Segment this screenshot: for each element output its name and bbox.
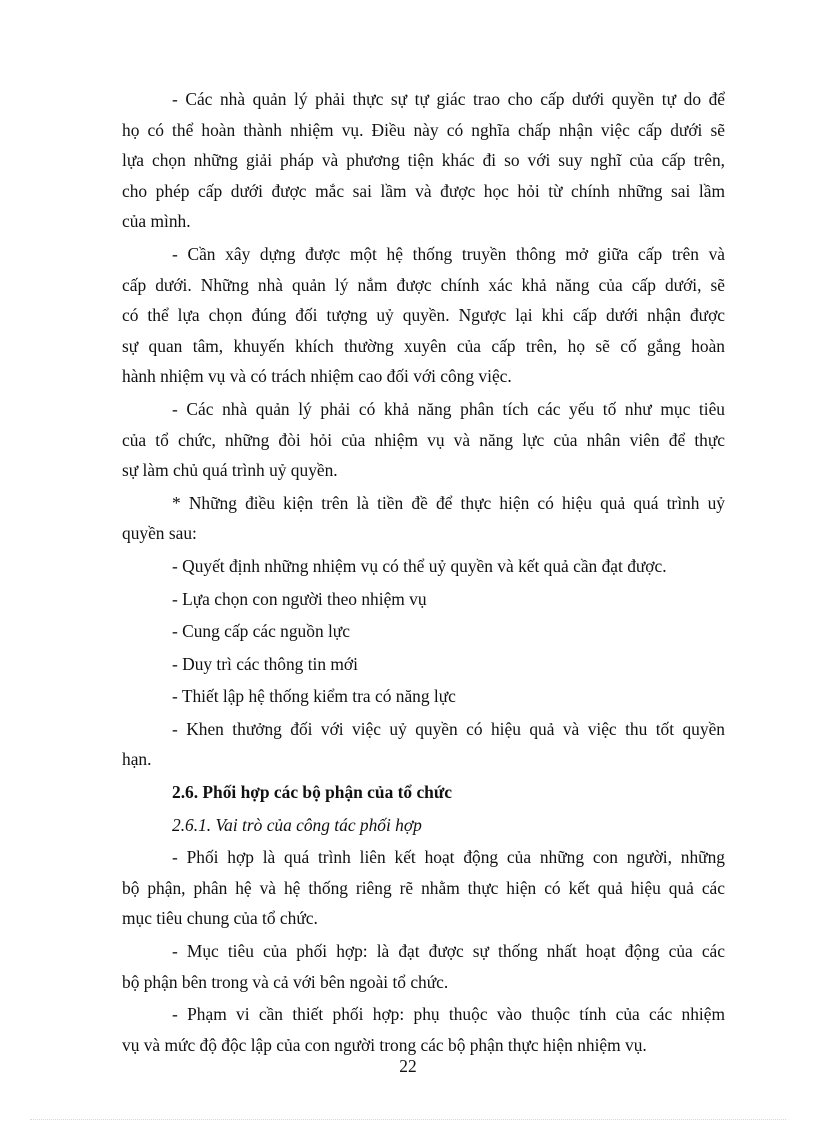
- text-line: hành nhiệm vụ và có trách nhiệm cao đối với công việc.: [122, 366, 512, 387]
- document-page: [122, 84, 725, 1060]
- text-line: - Các nhà quản lý phải có khả năng phân tích các yếu tố như mục tiêu: [172, 398, 725, 419]
- text-line: của tổ chức, những đòi hỏi của nhiệm vụ và năng lực của nhân viên để thực: [122, 429, 725, 450]
- text-line: hạn.: [122, 749, 152, 770]
- text-line: - Mục tiêu của phối hợp: là đạt được sự thống nhất hoạt động của các: [172, 941, 725, 962]
- paragraph-communication-system: [122, 239, 725, 392]
- delegation-steps-list: [122, 551, 725, 712]
- text-line: bộ phận bên trong và cả với bên ngoài tổ chức.: [122, 971, 449, 992]
- list-item: - Quyết định những nhiệm vụ có thể uỷ quyền và kết quả cần đạt được.: [172, 555, 667, 576]
- paragraph-coordination-goal: [122, 936, 725, 997]
- paragraph-analysis-ability: [122, 394, 725, 486]
- text-line: - Phối hợp là quá trình liên kết hoạt động của những con người, những: [172, 847, 725, 868]
- text-line: - Phạm vi cần thiết phối hợp: phụ thuộc vào thuộc tính của các nhiệm: [172, 1004, 725, 1025]
- paragraph-reward: [122, 714, 725, 775]
- list-item: - Duy trì các thông tin mới: [172, 653, 358, 674]
- text-line: sự làm chủ quá trình uỷ quyền.: [122, 460, 338, 481]
- text-line: có thể lựa chọn đúng đối tượng uỷ quyền. Ngược lại khi cấp dưới nhận được: [122, 305, 725, 326]
- text-line: họ có thể hoàn thành nhiệm vụ. Điều này có nghĩa chấp nhận việc cấp dưới sẽ: [122, 119, 725, 140]
- text-line: mục tiêu chung của tổ chức.: [122, 908, 318, 929]
- text-line: vụ và mức độ độc lập của con người trong các bộ phận thực hiện nhiệm vụ.: [122, 1034, 647, 1055]
- list-item: - Lựa chọn con người theo nhiệm vụ: [172, 588, 427, 609]
- text-line: lựa chọn những giải pháp và phương tiện khác đi so với suy nghĩ của cấp trên,: [122, 150, 725, 171]
- text-line: - Cần xây dựng được một hệ thống truyền thông mở giữa cấp trên và: [172, 243, 725, 264]
- section-heading: 2.6. Phối hợp các bộ phận của tổ chức: [172, 782, 452, 803]
- text-line: cho phép cấp dưới được mắc sai lầm và được học hỏi từ chính những sai lầm: [122, 180, 725, 201]
- text-line: của mình.: [122, 211, 191, 232]
- subsection-heading: 2.6.1. Vai trò của công tác phối hợp: [172, 814, 422, 835]
- list-item: - Thiết lập hệ thống kiểm tra có năng lực: [172, 686, 456, 707]
- page-number: 22: [399, 1056, 417, 1076]
- text-line: * Những điều kiện trên là tiền đề để thực hiện có hiệu quả quá trình uỷ: [172, 492, 725, 513]
- list-item: - Cung cấp các nguồn lực: [172, 621, 350, 642]
- text-line: bộ phận, phân hệ và hệ thống riêng rẽ nhằm thực hiện có kết quả hiệu quả các: [122, 877, 725, 898]
- text-line: - Các nhà quản lý phải thực sự tự giác trao cho cấp dưới quyền tự do để: [172, 89, 725, 109]
- text-line: quyền sau:: [122, 523, 197, 544]
- paragraph-coordination-definition: [122, 842, 725, 934]
- paragraph-delegation-freedom: [122, 84, 725, 237]
- paragraph-preconditions: [122, 488, 725, 549]
- text-line: - Khen thưởng đối với việc uỷ quyền có hiệu quả và việc thu tốt quyền: [172, 718, 725, 739]
- paragraph-coordination-scope: [122, 999, 725, 1060]
- page-bottom-divider: [30, 1119, 786, 1120]
- text-line: sự quan tâm, khuyến khích thường xuyên của cấp trên, họ sẽ cố gắng hoàn: [122, 335, 725, 356]
- text-line: cấp dưới. Những nhà quản lý nắm được chính xác khả năng của cấp dưới, sẽ: [122, 274, 725, 295]
